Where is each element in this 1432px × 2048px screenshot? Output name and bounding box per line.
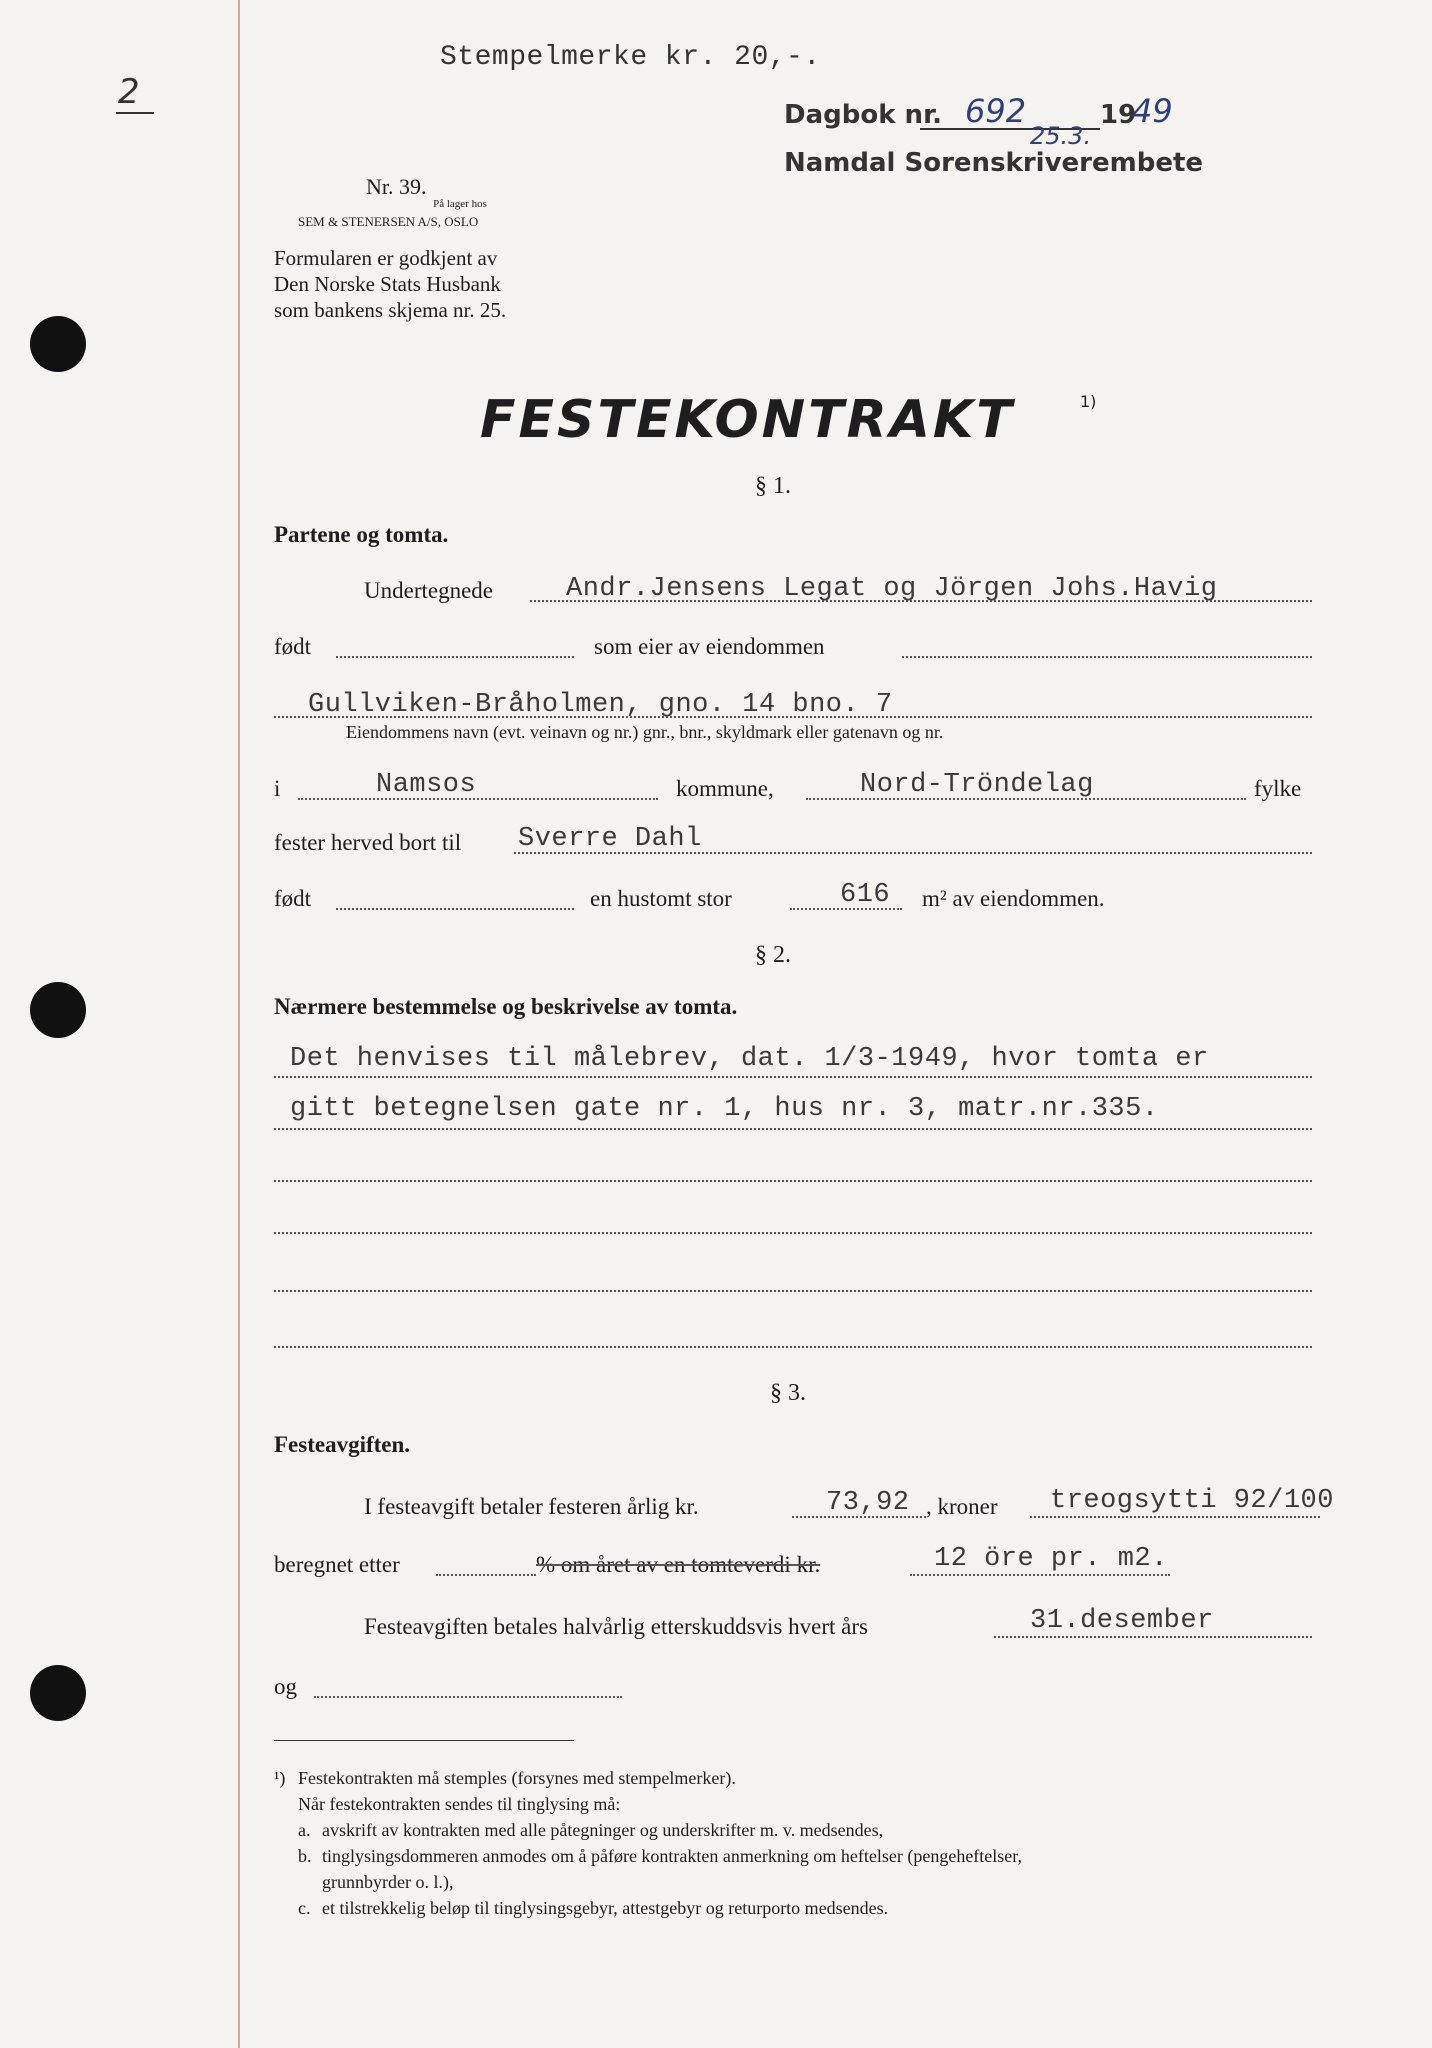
binder-hole: [30, 316, 86, 372]
due-line: [994, 1636, 1312, 1638]
section-2-number: § 2.: [755, 942, 791, 968]
property-caption: Eiendommens navn (evt. veinavn og nr.) gnr., bnr., skyldmark eller gatenavn og nr.: [346, 722, 944, 742]
halvaarlig-label: Festeavgiften betales halvårlig etterskuddsvis hvert års: [364, 1614, 868, 1639]
description-line: [274, 1232, 1312, 1234]
footnote-item-text: grunnbyrder o. l.),: [322, 1872, 454, 1892]
pct-line: [436, 1574, 536, 1576]
beregnet-label: beregnet etter: [274, 1552, 400, 1577]
undertegnede-label: Undertegnede: [364, 578, 493, 603]
kroner-label: , kroner: [926, 1494, 998, 1519]
description-line: [274, 1076, 1312, 1078]
dagbok-label: Dagbok nr.: [784, 100, 943, 130]
printer-name: SEM & STENERSEN A/S, OSLO: [298, 214, 479, 229]
section-3-heading: Festeavgiften.: [274, 1432, 411, 1457]
municipality-line: [298, 798, 658, 800]
footnote-line-2: Når festekontrakten sendes til tinglysing må:: [298, 1794, 621, 1814]
county-value: Nord-Tröndelag: [860, 770, 1094, 800]
description-line-1: Det henvises til målebrev, dat. 1/3-1949, hvor tomta er: [290, 1044, 1209, 1074]
binder-hole: [30, 1665, 86, 1721]
section-2-heading: Nærmere bestemmelse og beskrivelse av tomta.: [274, 994, 738, 1019]
approval-line: som bankens skjema nr. 25.: [274, 298, 507, 322]
year-suffix: 49: [1132, 92, 1173, 130]
office-stamp: Namdal Sorenskriverembete: [784, 148, 1204, 178]
due-value: 31.desember: [1030, 1606, 1214, 1636]
hustomt-label: en hustomt stor: [590, 886, 732, 911]
margin-rule: [238, 0, 240, 2048]
amount-words-line: [1030, 1516, 1320, 1518]
avgift-label: I festeavgift betaler festeren årlig kr.: [364, 1494, 699, 1519]
footnote-item-letter: b.: [298, 1846, 312, 1866]
dagbok-number: 692: [965, 92, 1027, 130]
section-1-number: § 1.: [755, 473, 791, 499]
og-line: [314, 1696, 622, 1698]
rate-line: [910, 1574, 1170, 1576]
kommune-label: kommune,: [676, 776, 774, 801]
footnote-item-text: et tilstrekkelig beløp til tinglysingsgebyr, attestgebyr og returporto medsendes.: [322, 1898, 889, 1918]
section-3-number: § 3.: [770, 1380, 806, 1406]
area-unit: m² av eiendommen.: [922, 886, 1105, 911]
property-value: Gullviken-Bråholmen, gno. 14 bno. 7: [308, 690, 893, 720]
date-mark: 25.3.: [1030, 122, 1092, 150]
description-line: [274, 1180, 1312, 1182]
year-prefix: 19: [1100, 100, 1137, 130]
footnote-item-text: avskrift av kontrakten med alle påtegninger og underskrifter m. v. medsendes,: [322, 1820, 884, 1840]
fodt2-label: født: [274, 886, 312, 911]
footnote-item-letter: a.: [298, 1820, 311, 1840]
approval-line: Den Norske Stats Husbank: [274, 272, 501, 296]
fylke-label: fylke: [1254, 776, 1302, 801]
binder-hole: [30, 982, 86, 1038]
stamp-line: Stempelmerke kr. 20,-.: [440, 42, 821, 73]
footnote-rule: [274, 1740, 574, 1741]
section-1-heading: Partene og tomta.: [274, 522, 449, 547]
amount-words: treogsytti 92/100: [1050, 1486, 1334, 1516]
title-footnote-marker: 1): [1080, 392, 1097, 411]
fodt2-line: [336, 908, 574, 910]
stock-note: På lager hos: [433, 198, 487, 210]
eier-line: [902, 656, 1312, 658]
fodt-line: [336, 656, 574, 658]
eier-label: som eier av eiendommen: [594, 634, 825, 659]
footnote-item-letter: c.: [298, 1898, 311, 1918]
amount-value: 73,92: [826, 1488, 910, 1518]
fester-label: fester herved bort til: [274, 830, 462, 855]
approval-line: Formularen er godkjent av: [274, 246, 498, 270]
form-number: Nr. 39.: [366, 174, 427, 199]
fodt-label: født: [274, 634, 312, 659]
description-line: [274, 1290, 1312, 1292]
page-number-underline: [116, 112, 154, 114]
i-label: i: [274, 776, 281, 801]
description-line: [274, 1346, 1312, 1348]
description-line-2: gitt betegnelsen gate nr. 1, hus nr. 3, matr.nr.335.: [290, 1094, 1159, 1124]
og-label: og: [274, 1674, 297, 1699]
footnote-line-1: Festekontrakten må stemples (forsynes med stempelmerker).: [298, 1768, 736, 1788]
footnote-item-text: tinglysingsdommeren anmodes om å påføre kontrakten anmerkning om heftelser (pengeheftelser,: [322, 1846, 1023, 1866]
undertegnede-value: Andr.Jensens Legat og Jörgen Johs.Havig: [566, 574, 1218, 604]
pct-label-struck: % om året av en tomteverdi kr.: [536, 1552, 821, 1577]
footnote-marker: ¹): [274, 1768, 286, 1788]
municipality-value: Namsos: [376, 770, 477, 800]
lessee-value: Sverre Dahl: [518, 824, 702, 854]
area-value: 616: [840, 880, 891, 910]
page-number: 2: [118, 72, 140, 112]
rate-value: 12 öre pr. m2.: [934, 1544, 1168, 1574]
document-title: FESTEKONTRAKT: [480, 390, 1015, 450]
description-line: [274, 1128, 1312, 1130]
